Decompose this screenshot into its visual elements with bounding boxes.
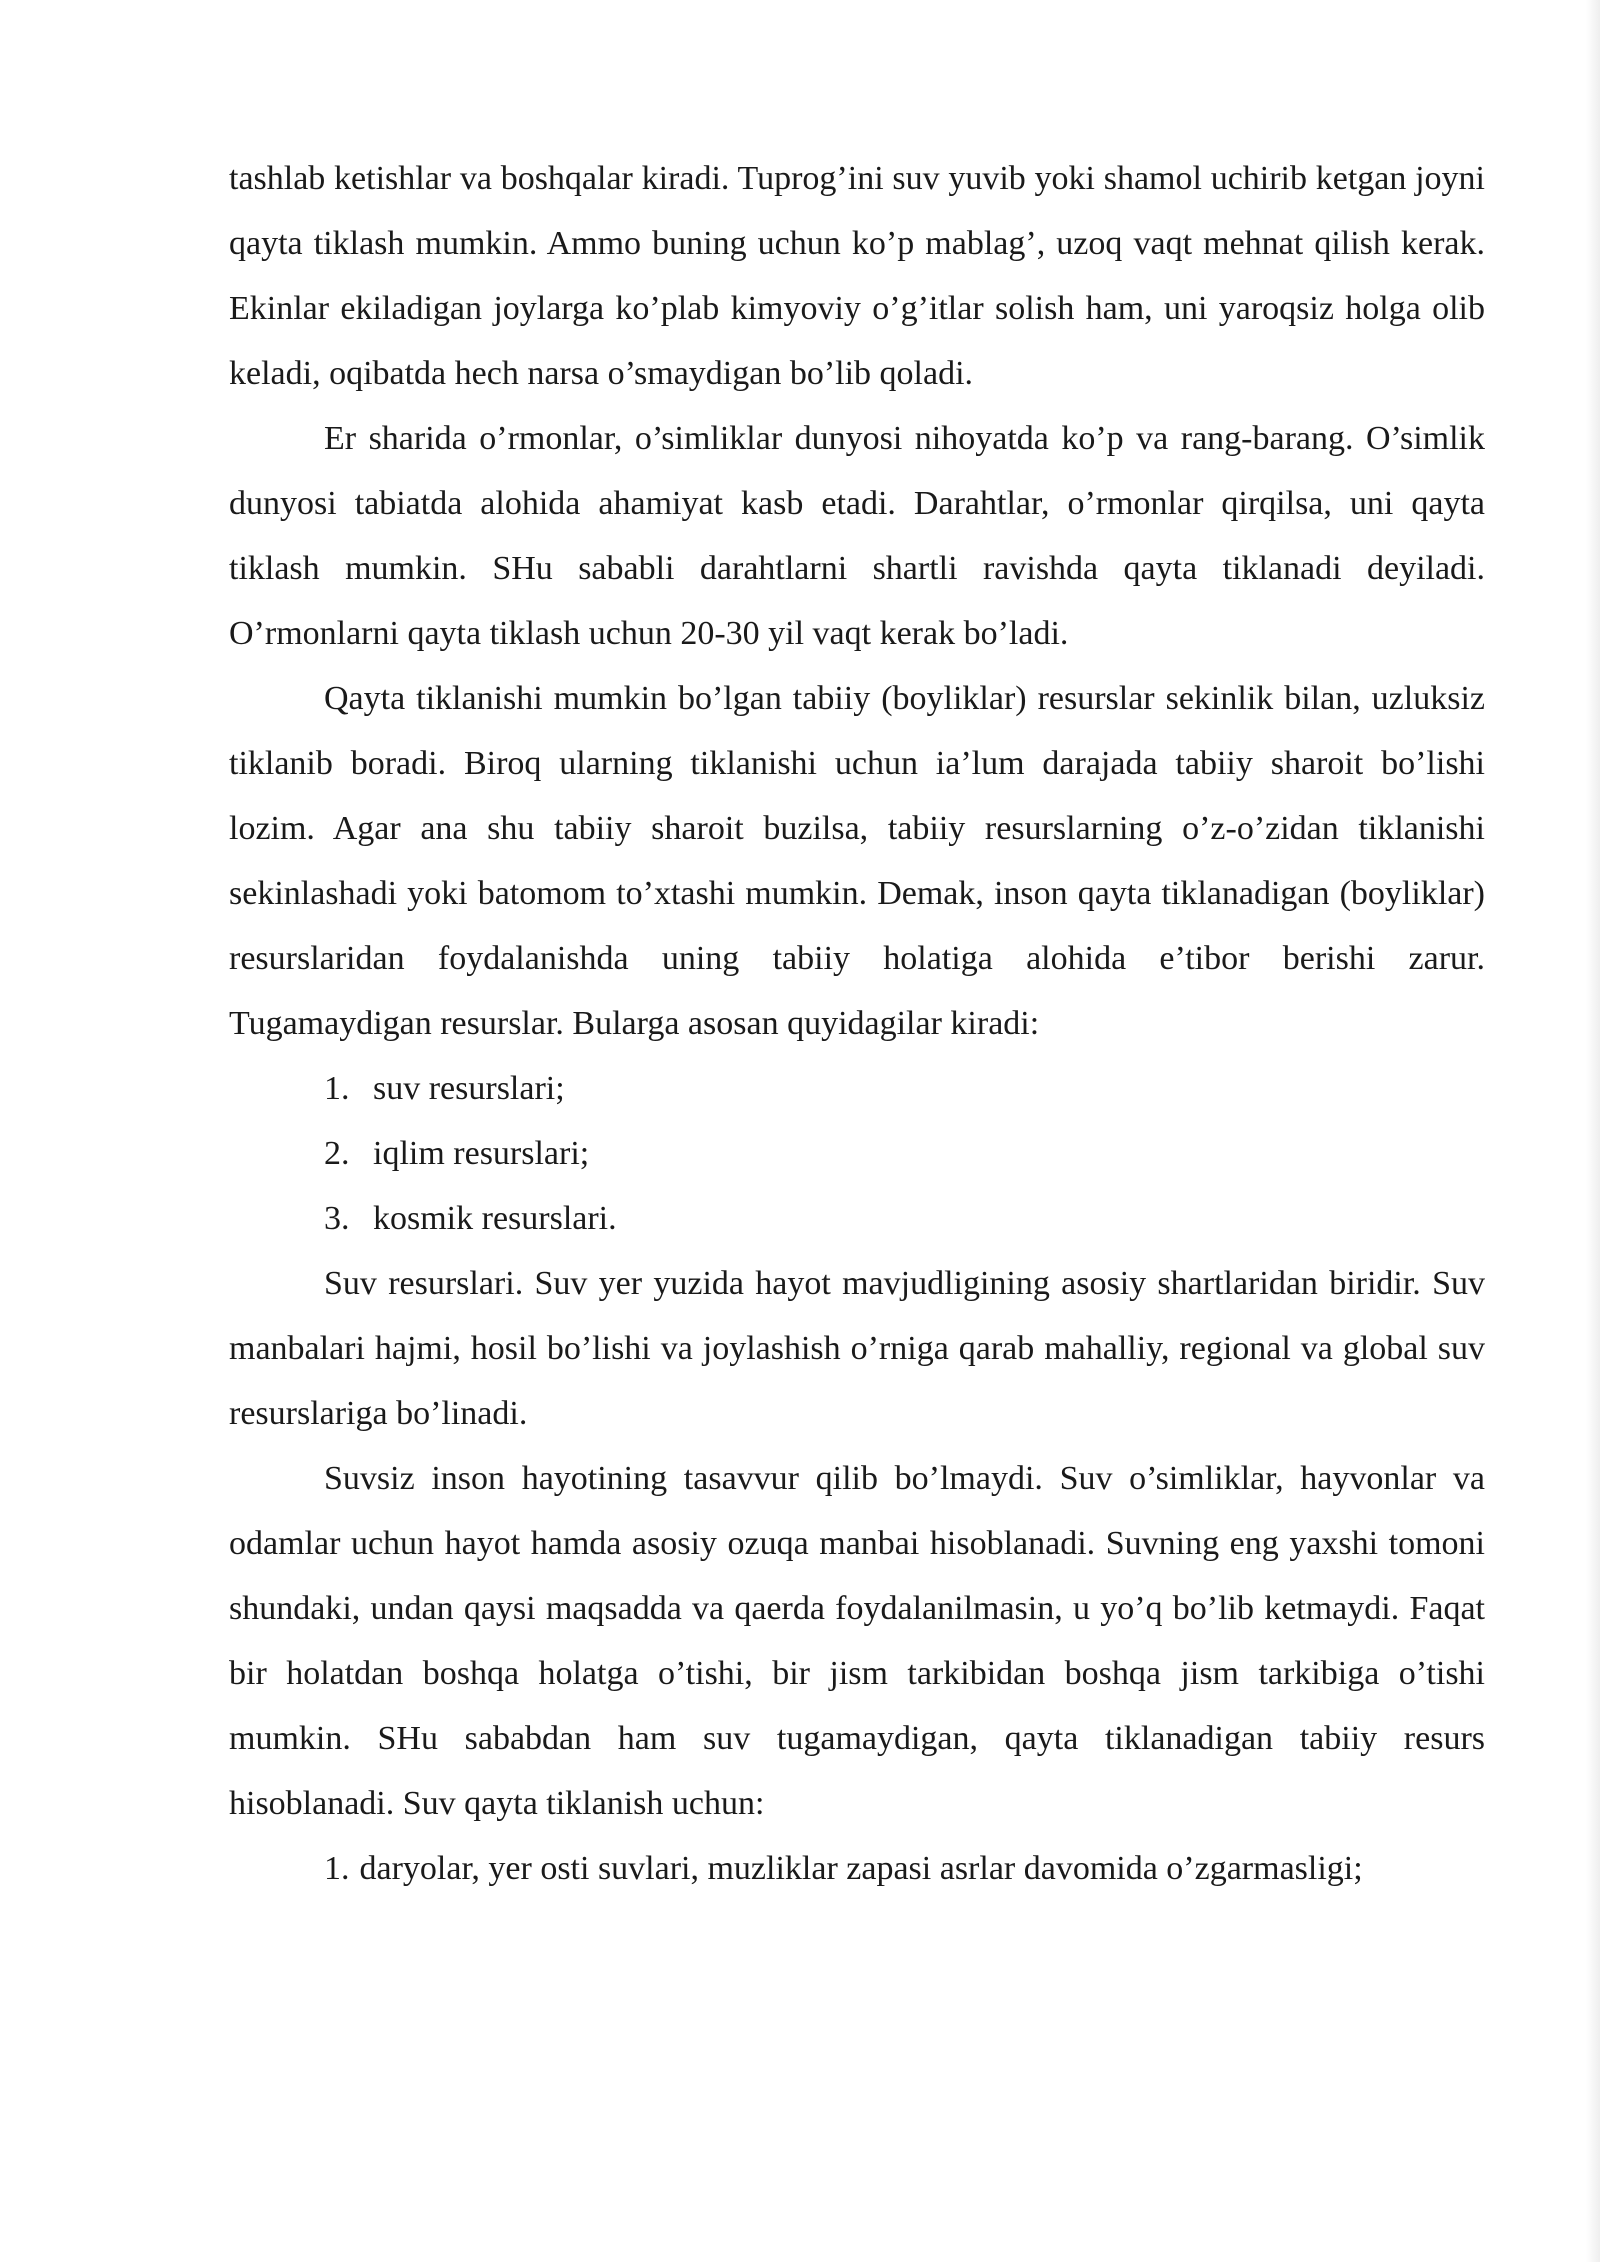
- paragraph-forests: Er sharida o’rmonlar, o’simliklar dunyosi nihoyatda ko’p va rang-barang. O’simlik dunyosi tabiatda alohida ahamiyat kasb etadi. Darahtlar, o’rmonlar qirqilsa, uni qayta tiklash mumkin. SHu sababli darahtlarni shartli ravishda qayta tiklanadi deyiladi. O’rmonlarni qayta tiklash uchun 20-30 yil vaqt kerak bo’ladi.: [229, 420, 1485, 652]
- paragraph-water-resources: Suv resurslari. Suv yer yuzida hayot mavjudligining asosiy shartlaridan biridir. Suv manbalari hajmi, hosil bo’lishi va joylashish o’rniga qarab mahalliy, regional va global suv resurslariga bo’linadi.: [229, 1265, 1485, 1432]
- document-body: [229, 146, 1485, 1901]
- list-item: [229, 1056, 1485, 1121]
- inexhaustible-resources-list: [229, 1056, 1485, 1251]
- list-item-number: 3.: [324, 1200, 350, 1237]
- list-item-text: kosmik resurslari.: [373, 1200, 617, 1237]
- list-item: [229, 1186, 1485, 1251]
- paragraph-water-importance: Suvsiz inson hayotining tasavvur qilib bo’lmaydi. Suv o’simliklar, hayvonlar va odamlar uchun hayot hamda asosiy ozuqa manbai hisoblanadi. Suvning eng yaxshi tomoni shundaki, undan qaysi maqsadda va qaerda foydalanilmasin, u yo’q bo’lib ketmaydi. Faqat bir holatdan boshqa holatga o’tishi, bir jism tarkibidan boshqa jism tarkibiga o’tishi mumkin. SHu sababdan ham suv tugamaydigan, qayta tiklanadigan tabiiy resurs hisoblanadi. Suv qayta tiklanish uchun:: [229, 1460, 1485, 1822]
- list-item-text: suv resurslari;: [373, 1070, 565, 1107]
- page-edge-shadow: [1586, 0, 1600, 2262]
- list-item-number: 1.: [324, 1850, 350, 1887]
- list-item-text: daryolar, yer osti suvlari, muzliklar zapasi asrlar davomida o’zgarmasligi;: [359, 1850, 1363, 1887]
- water-renewal-list: [229, 1836, 1485, 1901]
- list-item: [229, 1121, 1485, 1186]
- paragraph-renewable-resources: Qayta tiklanishi mumkin bo’lgan tabiiy (boyliklar) resurslar sekinlik bilan, uzluksiz tiklanib boradi. Biroq ularning tiklanishi uchun ia’lum darajada tabiiy sharoit bo’lishi lozim. Agar ana shu tabiiy sharoit buzilsa, tabiiy resurslarning o’z-o’zidan tiklanishi sekinlashadi yoki batomom to’xtashi mumkin. Demak, inson qayta tiklanadigan (boyliklar) resurslaridan foydalanishda uning tabiiy holatiga alohida e’tibor berishi zarur. Tugamaydigan resurslar. Bularga asosan quyidagilar kiradi:: [229, 680, 1485, 1042]
- paragraph-soil-restoration: tashlab ketishlar va boshqalar kiradi. Tuprog’ini suv yuvib yoki shamol uchirib ketgan joyni qayta tiklash mumkin. Ammo buning uchun ko’p mablag’, uzoq vaqt mehnat qilish kerak. Ekinlar ekiladigan joylarga ko’plab kimyoviy o’g’itlar solish ham, uni yaroqsiz holga olib keladi, oqibatda hech narsa o’smaydigan bo’lib qoladi.: [229, 160, 1485, 392]
- list-item-text: iqlim resurslari;: [373, 1135, 590, 1172]
- list-item-number: 1.: [324, 1070, 350, 1107]
- list-item-number: 2.: [324, 1135, 350, 1172]
- list-item: [229, 1836, 1485, 1901]
